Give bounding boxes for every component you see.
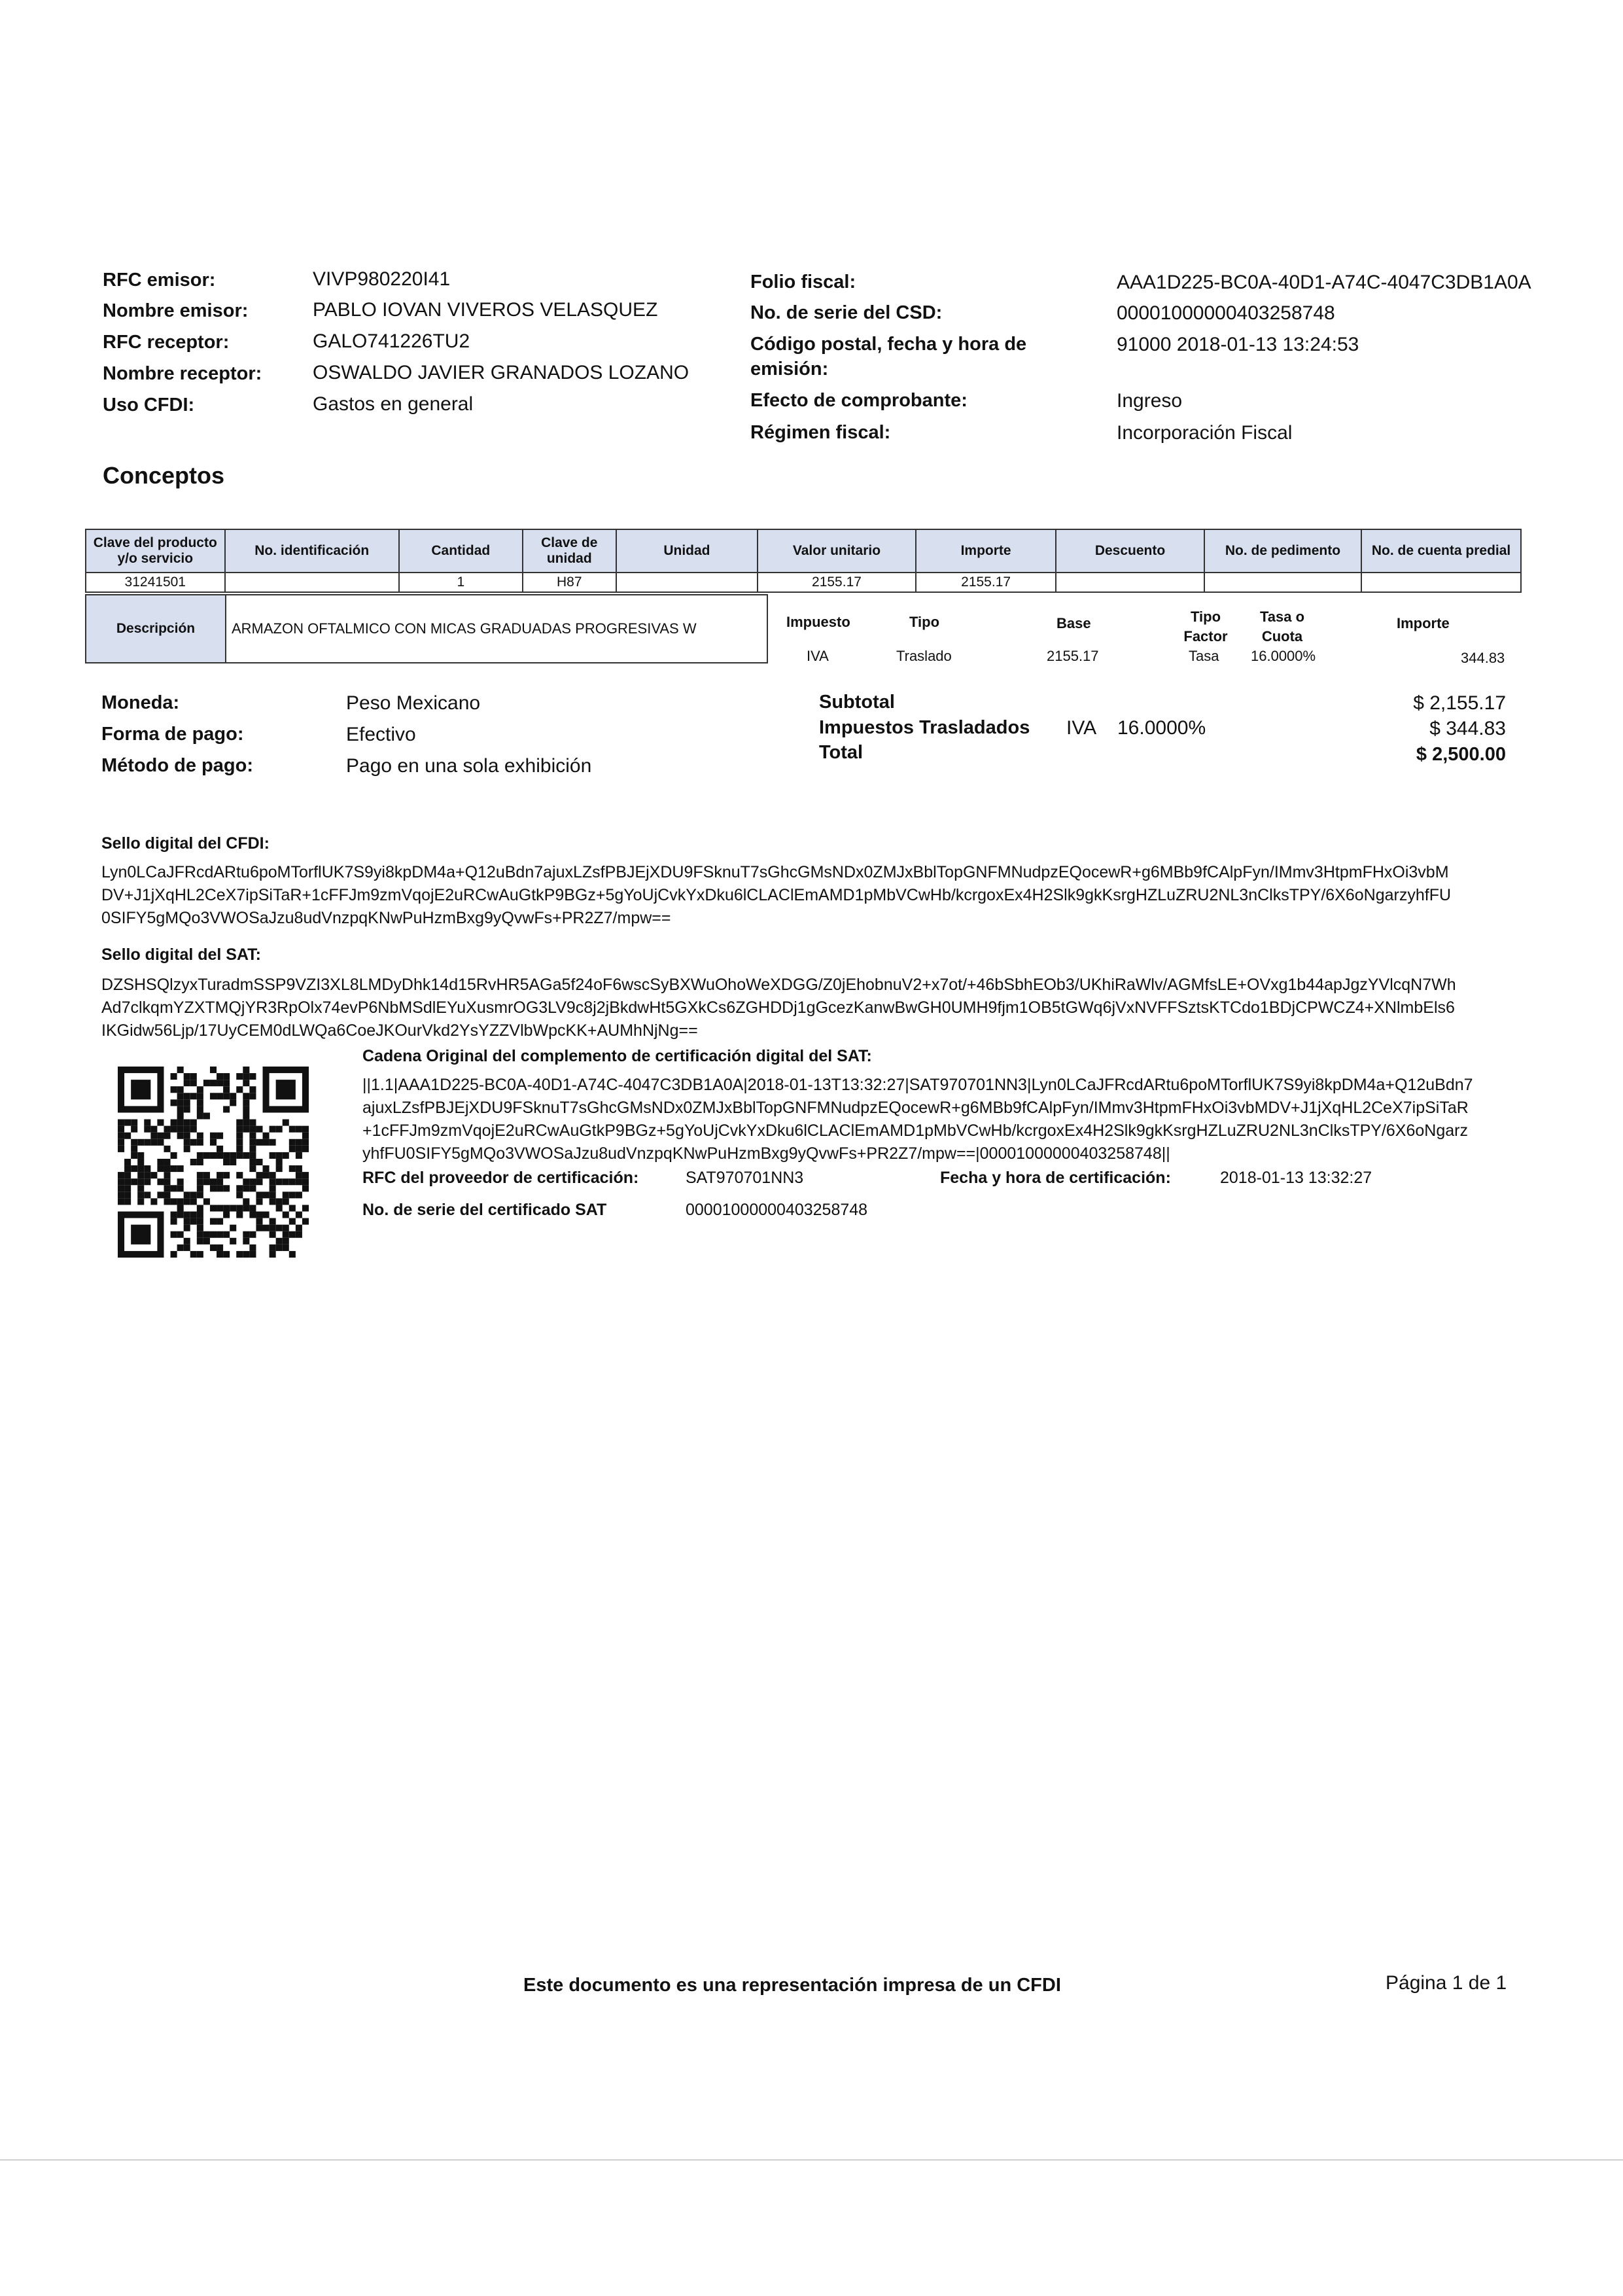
subtotal-label: Subtotal [819, 692, 895, 713]
sello-sat-title: Sello digital del SAT: [101, 945, 262, 964]
tax-v-tasa: 16.0000% [1251, 648, 1316, 664]
th-importe: Importe [916, 529, 1056, 573]
uso-cfdi-label: Uso CFDI: [103, 395, 195, 415]
impuestos-tax: IVA [1066, 717, 1097, 739]
regimen-label: Régimen fiscal: [750, 422, 891, 443]
tax-h-base: Base [1056, 615, 1091, 631]
cadena-block [362, 1074, 1533, 1165]
tax-h-tasa: Tasa o Cuota [1259, 609, 1305, 645]
forma-pago-label: Forma de pago: [101, 724, 244, 745]
serie-csd-label: No. de serie del CSD: [750, 302, 943, 323]
th-valor-unitario: Valor unitario [758, 529, 916, 573]
tax-v-importe: 344.83 [1461, 650, 1505, 666]
total-value: $ 2,500.00 [1416, 744, 1506, 765]
td-no-pedimento [1204, 573, 1361, 592]
sello-sat-line: DZSHSQlzyxTuradmSSP9VZI3XL8LMDyDhk14d15RvHR5AGa5f24oF6wscSyBXWuOhoWeXDGG/Z0jEhobnuV2+x7ot/+46bSbhEOb3/UKhiRaWlv/AGMfsLE+OVxg1b44apJgzYVlcqN7Wh [101, 976, 1456, 994]
rfc-receptor-value: GALO741226TU2 [313, 330, 470, 352]
descripcion-value: ARMAZON OFTALMICO CON MICAS GRADUADAS PROGRESIVAS W [226, 595, 767, 663]
th-no-identificacion: No. identificación [225, 529, 399, 573]
th-clave-unidad: Clave de unidad [523, 529, 616, 573]
cadena-title: Cadena Original del complemento de certificación digital del SAT: [362, 1047, 872, 1065]
rfc-proveedor-label: RFC del proveedor de certificación: [362, 1169, 639, 1187]
descripcion-label: Descripción [86, 595, 226, 663]
tax-v-tipo-factor: Tasa [1189, 648, 1219, 664]
serie-cert-label: No. de serie del certificado SAT [362, 1201, 607, 1219]
efecto-label: Efecto de comprobante: [750, 390, 968, 411]
td-clave-unidad: H87 [523, 573, 616, 592]
nombre-emisor-label: Nombre emisor: [103, 300, 249, 321]
tax-h-tipo: Tipo [909, 614, 940, 630]
rfc-receptor-label: RFC receptor: [103, 332, 230, 353]
nombre-receptor-label: Nombre receptor: [103, 363, 262, 384]
tax-v-impuesto: IVA [807, 648, 829, 664]
conceptos-title: Conceptos [103, 462, 225, 489]
td-clave-producto: 31241501 [86, 573, 225, 592]
th-descuento: Descuento [1056, 529, 1204, 573]
forma-pago-value: Efectivo [346, 724, 416, 745]
moneda-label: Moneda: [101, 692, 180, 713]
cadena-line: +1cFFJm9zmVqojE2uRCwAuGtkP9BGz+5gYoUjCvkYxDku6lCLAClEmAMD1pMbVCwHb/kcrgoxEx4H2Slk9gkKsrgHZLuZRU2NL3nClksTPY/6X6oNgarz [362, 1122, 1468, 1140]
td-cantidad: 1 [399, 573, 523, 592]
rfc-proveedor-value: SAT970701NN3 [686, 1169, 804, 1187]
sello-sat-line: Ad7clkqmYZXTMQjYR3RpOlx74evP6NbMSdlEYuXusmrOG3LV9c8j2jBkdwHt5GXkCs6ZGHDDj1gGcezKanwBwGH0UMH9fjm1OB5tGWq6jVxNVFFSztsKTCdo1BDjCPWCZ4+XNlmbEls6 [101, 998, 1455, 1017]
td-valor-unitario: 2155.17 [758, 573, 916, 592]
folio-fiscal-value: AAA1D225-BC0A-40D1-A74C-4047C3DB1A0A [1117, 272, 1531, 293]
serie-cert-value: 00001000000403258748 [686, 1201, 868, 1219]
td-cuenta-predial [1361, 573, 1521, 592]
tax-v-tipo: Traslado [896, 648, 952, 664]
tax-h-tipo-factor: Tipo Factor [1183, 609, 1228, 645]
sello-cfdi-block [101, 861, 1527, 930]
cadena-line: ajuxLZsfPBJEjXDU9FSknuT7sGhcGMsNDx0ZMJxBblTopGNFMNudpzEQocewR+g6MBb9fCAlpFyn/IMmv3HtpmFHxOi3vbMDV+J1jXqHL2CeX7ipSiTaR [362, 1099, 1469, 1117]
nombre-emisor-value: PABLO IOVAN VIVEROS VELASQUEZ [313, 299, 658, 321]
efecto-value: Ingreso [1117, 390, 1183, 412]
th-cantidad: Cantidad [399, 529, 523, 573]
td-descuento [1056, 573, 1204, 592]
tax-v-base: 2155.17 [1047, 648, 1099, 664]
total-label: Total [819, 742, 864, 763]
sello-cfdi-line: Lyn0LCaJFRcdARtu6poMTorflUK7S9yi8kpDM4a+Q12uBdn7ajuxLZsfPBJEjXDU9FSknuT7sGhcGMsNDx0ZMJxBblTopGNFMNudpzEQocewR+g6MBb9fCAlpFyn/IMmv3HtpmFHxOi3vbM [101, 863, 1449, 881]
rfc-emisor-value: VIVP980220I41 [313, 268, 451, 290]
regimen-value: Incorporación Fiscal [1117, 422, 1293, 444]
qr-code-image [118, 1067, 309, 1258]
cadena-line: ||1.1|AAA1D225-BC0A-40D1-A74C-4047C3DB1A0A|2018-01-13T13:32:27|SAT970701NN3|Lyn0LCaJFRcdARtu6poMTorflUK7S9yi8kpDM4a+Q12uBdn7 [362, 1076, 1473, 1094]
sello-cfdi-title: Sello digital del CFDI: [101, 834, 270, 853]
scan-edge-divider [0, 2159, 1623, 2161]
th-cuenta-predial: No. de cuenta predial [1361, 529, 1521, 573]
th-no-pedimento: No. de pedimento [1204, 529, 1361, 573]
nombre-receptor-value: OSWALDO JAVIER GRANADOS LOZANO [313, 362, 689, 383]
sello-cfdi-line: DV+J1jXqHL2CeX7ipSiTaR+1cFFJm9zmVqojE2uRCwAuGtkP9BGz+5gYoUjCvkYxDku6lCLAClEmAMD1pMbVCwHb/kcrgoxEx4H2Slk9gkKsrgHZLuZRU2NL3nClksTPY/6X6oNgarzyhfFU [101, 886, 1452, 904]
page-number: Página 1 de 1 [1386, 1972, 1507, 1994]
cp-fecha-label-1: Código postal, fecha y hora de [750, 334, 1027, 355]
sello-cfdi-line: 0SIFY5gMQo3VWOSaJzu8udVnzpqKNwPuHzmBxg9yQvwFs+PR2Z7/mpw== [101, 909, 671, 927]
td-importe: 2155.17 [916, 573, 1056, 592]
tax-h-importe: Importe [1397, 615, 1450, 631]
fecha-cert-value: 2018-01-13 13:32:27 [1220, 1169, 1372, 1187]
sello-sat-block [101, 974, 1527, 1042]
th-unidad: Unidad [616, 529, 758, 573]
subtotal-value: $ 2,155.17 [1413, 692, 1506, 714]
moneda-value: Peso Mexicano [346, 692, 481, 714]
concepts-table [85, 529, 1522, 593]
cp-fecha-label-2: emisión: [750, 359, 829, 380]
impuestos-label: Impuestos Trasladados [819, 717, 1030, 738]
sello-sat-line: IKGidw56Ljp/17UyCEM0dLWQa6CoeJKOurVkd2YsYZZVlbWpcKK+AUMhNjNg== [101, 1021, 698, 1040]
metodo-pago-value: Pago en una sola exhibición [346, 755, 592, 777]
impuestos-value: $ 344.83 [1429, 718, 1506, 739]
uso-cfdi-value: Gastos en general [313, 393, 474, 415]
fecha-cert-label: Fecha y hora de certificación: [940, 1169, 1171, 1187]
impuestos-rate: 16.0000% [1117, 717, 1206, 739]
rfc-emisor-label: RFC emisor: [103, 270, 216, 291]
folio-fiscal-label: Folio fiscal: [750, 272, 856, 292]
th-clave-producto: Clave del producto y/o servicio [86, 529, 225, 573]
tax-h-impuesto: Impuesto [786, 614, 850, 630]
td-unidad [616, 573, 758, 592]
descripcion-table [85, 594, 768, 663]
cp-fecha-value: 91000 2018-01-13 13:24:53 [1117, 334, 1359, 355]
cadena-line: yhfFU0SIFY5gMQo3VWOSaJzu8udVnzpqKNwPuHzmBxg9yQvwFs+PR2Z7/mpw==|00001000000403258748|| [362, 1144, 1170, 1163]
td-no-identificacion [225, 573, 399, 592]
serie-csd-value: 00001000000403258748 [1117, 302, 1335, 324]
footer-note: Este documento es una representación impresa de un CFDI [523, 1975, 1061, 1996]
metodo-pago-label: Método de pago: [101, 755, 253, 776]
